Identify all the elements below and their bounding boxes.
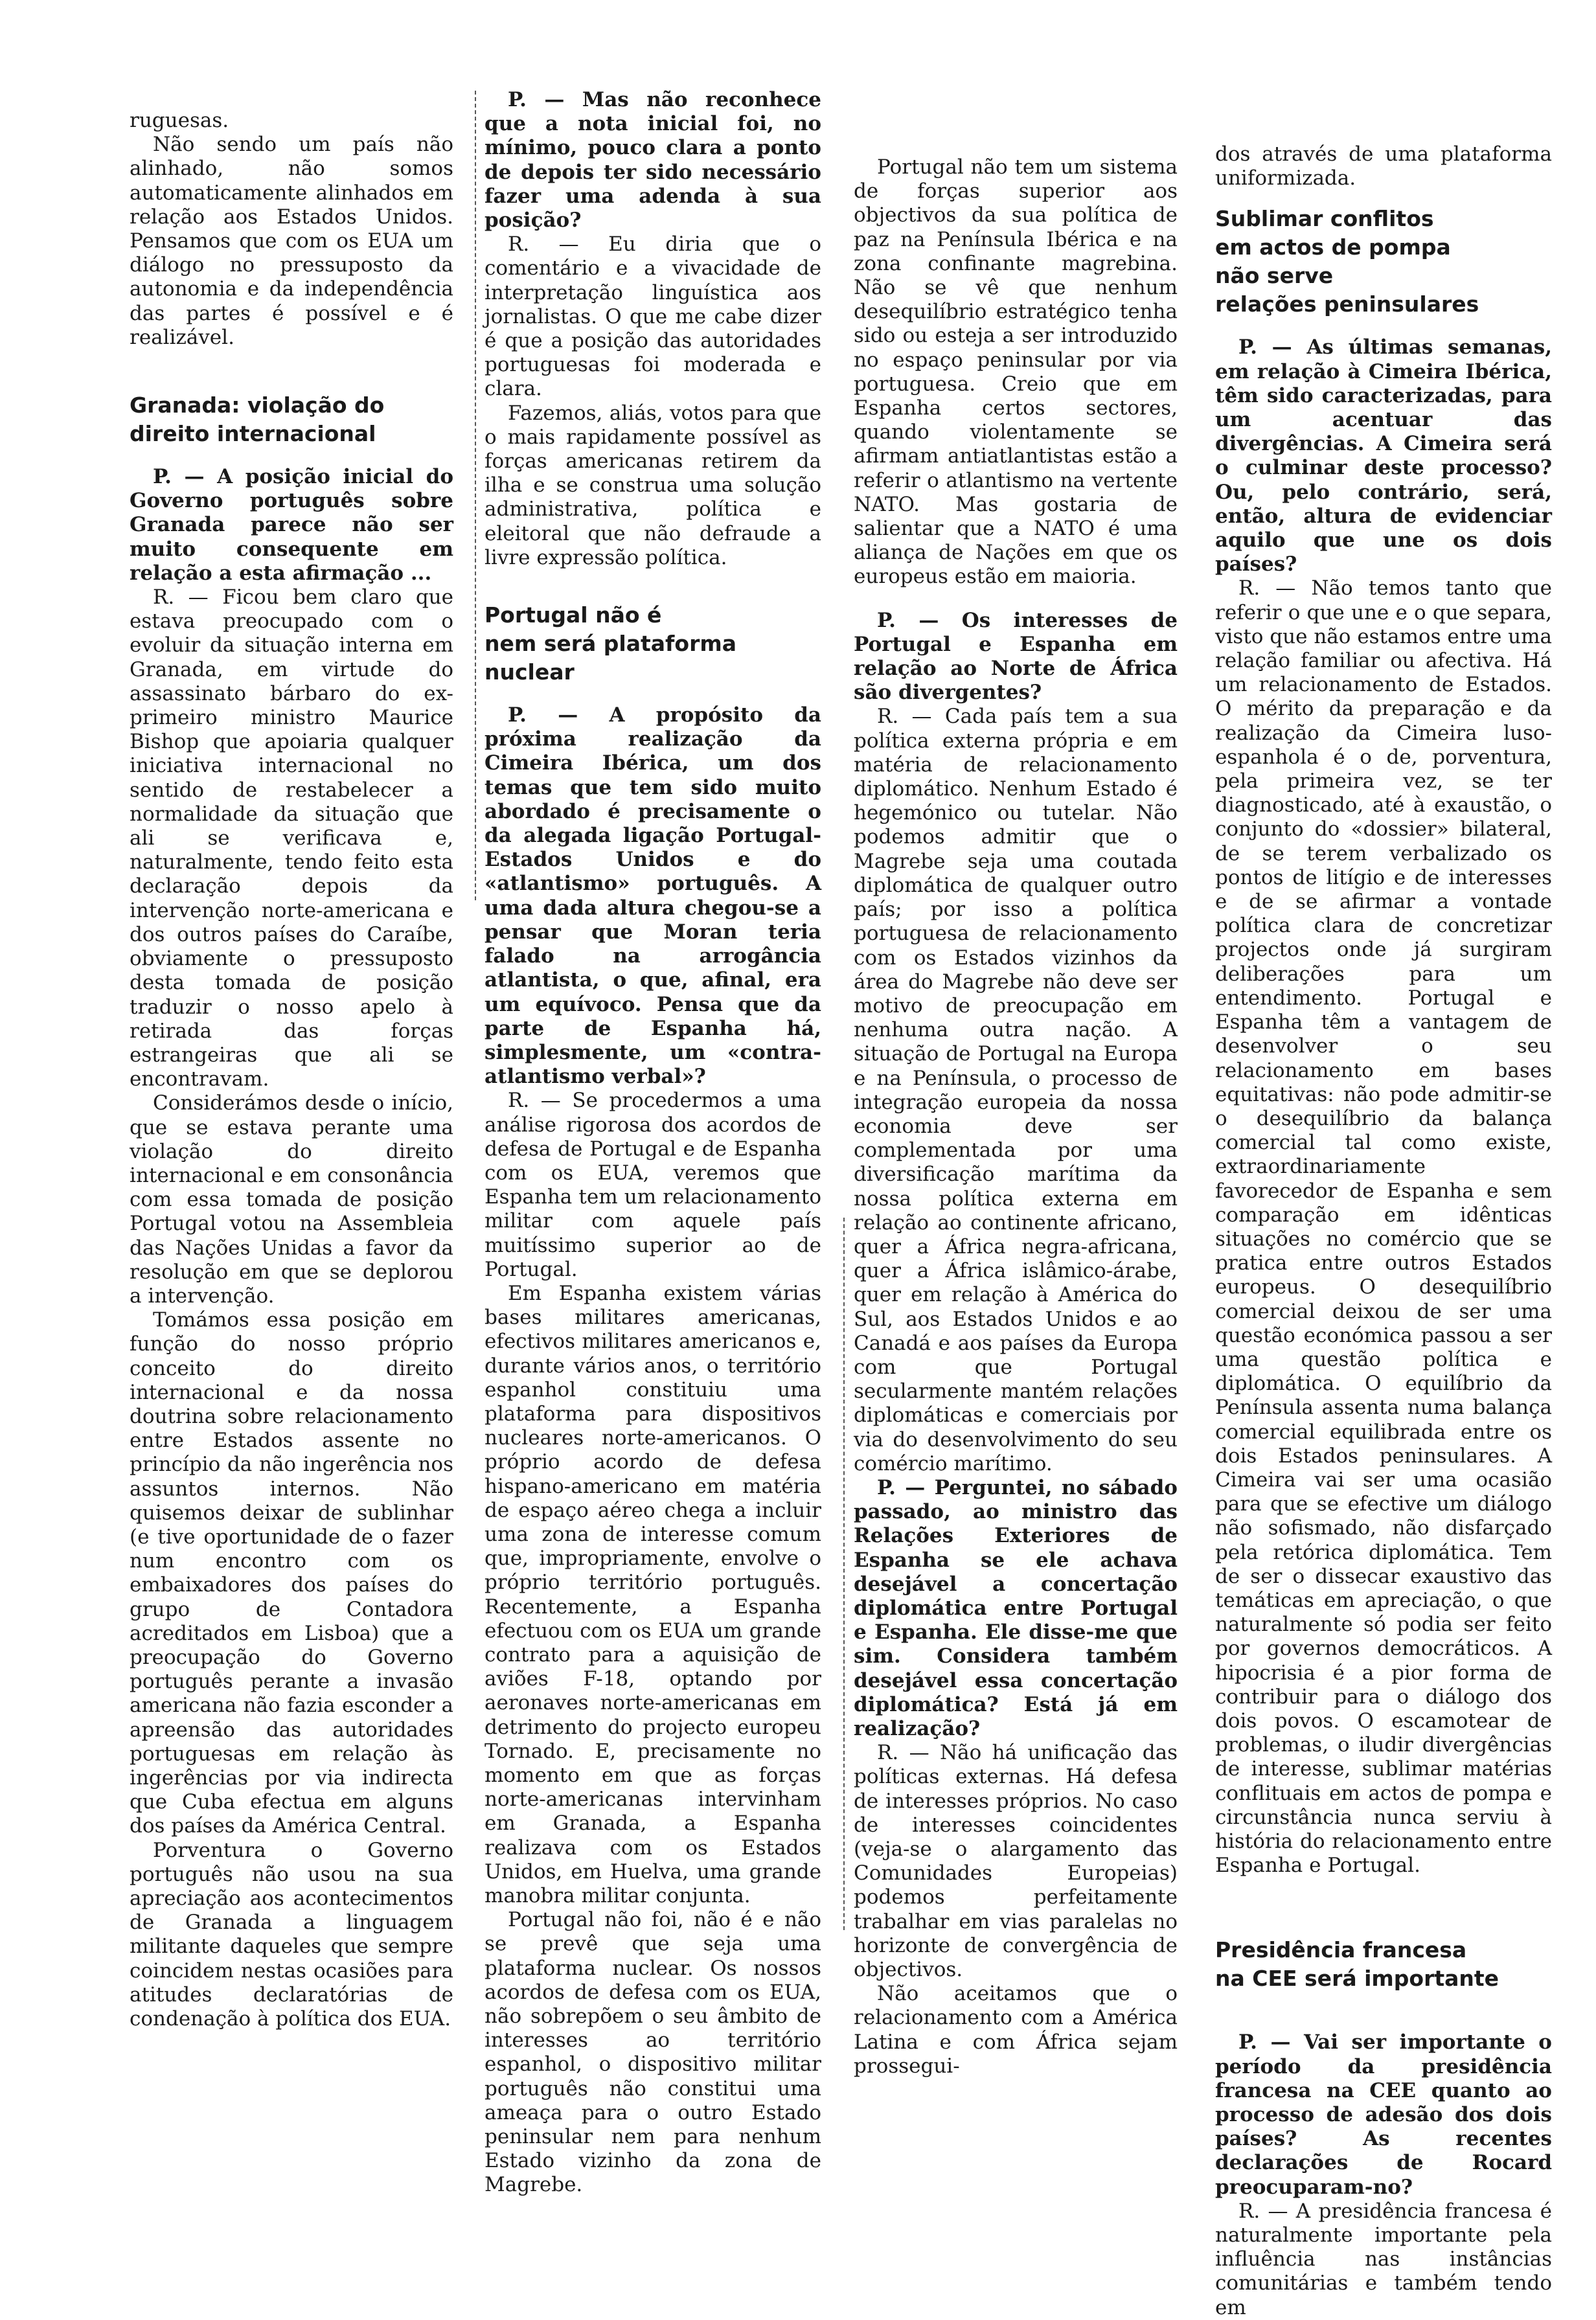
column-1 [130, 109, 453, 2031]
answer-paragraph: Porventura o Governo português não usou na sua apreciação aos acontecimentos de Granada a linguagem militante daqueles que sempre coincidem nestas ocasiões para atitudes declaratórias de condenação à política dos EUA. [130, 1838, 453, 2031]
heading-line: em actos de pompa [1215, 234, 1451, 260]
section-heading-presidencia [1215, 1936, 1552, 1993]
heading-line: Granada: violação do [130, 392, 385, 418]
heading-line: Sublimar conflitos [1215, 206, 1434, 232]
question-paragraph: P. — A propósito da próxima realização da Cimeira Ibérica, um dos temas que tem sido muito abordado é precisamente o da alegada ligação Portugal-Estados Unidos e do «atlantismo» português. A uma dada altura chegou-se a pensar que Moran teria falado na arrogância atlantista, o que, afinal, era um equívoco. Pensa que da parte de Espanha há, simplesmente, um «contra-atlantismo verbal»? [484, 703, 821, 1089]
paragraph: Portugal não tem um sistema de forças superior aos objectivos da sua política de paz na Península Ibérica e na zona confinante magrebina. Não se vê que nenhum desequilíbrio estratégico tenha sido ou esteja a ser introduzido no espaço peninsular por via portuguesa. Creio que em Espanha certos sectores, quando violentamente se afirmam antiatlantistas estão a referir o atlantismo na vertente NATO. Mas gostaria de salientar que a NATO é uma aliança de Nações em que os europeus estão em maioria. [854, 155, 1178, 589]
answer-paragraph: Tomámos essa posição em função do nosso próprio conceito do direito internacional e da nossa doutrina sobre relacionamento entre Estados assente no princípio da não ingerência nos assuntos internos. Não quisemos deixar de sublinhar (e tive oportunidade de o fazer num encontro com os embaixadores dos países do grupo de Contadora acreditados em Lisboa) que a preocupação do Governo português perante a invasão americana não fazia esconder a apreensão das autoridades portuguesas em relação às ingerências por via indirecta que Cuba efectua em alguns dos países da América Central. [130, 1308, 453, 1838]
answer-paragraph: Não aceitamos que o relacionamento com a América Latina e com África sejam prossegui- [854, 1982, 1178, 2078]
column-3 [854, 155, 1178, 2078]
section-heading-nuclear [484, 601, 821, 687]
heading-line: na CEE será importante [1215, 1966, 1499, 1992]
answer-paragraph: Portugal não foi, não é e não se prevê que seja uma plataforma nuclear. Os nossos acordos de defesa com os EUA, não sobrepõem o seu âmbito de interesses ao território espanhol, o dispositivo militar português não constitui uma ameaça para o outro Estado peninsular nem para nenhum Estado vizinho da zona de Magrebe. [484, 1908, 821, 2197]
question-paragraph: P. — Vai ser importante o período da presidência francesa na CEE quanto ao processo de adesão dos dois países? As recentes declarações de Rocard preocuparam-no? [1215, 2030, 1552, 2199]
answer-paragraph: R. — Não há unificação das políticas externas. Há defesa de interesses próprios. No caso de interesses coincidentes (veja-se o alargamento das Comunidades Europeias) podemos perfeitamente trabalhar em vias paralelas no horizonte de convergência de objectivos. [854, 1741, 1178, 1982]
heading-line: nem será plataforma [484, 631, 737, 657]
answer-paragraph: Fazemos, aliás, votos para que o mais rapidamente possível as forças americanas retirem da ilha e se construa uma solução administrativa, política e eleitoral que não defraude a livre expressão política. [484, 401, 821, 569]
answer-paragraph: R. — A presidência francesa é naturalmente importante pela influência nas instâncias comunitárias e também tendo em [1215, 2199, 1552, 2319]
heading-line: não serve [1215, 263, 1334, 289]
heading-line: Portugal não é [484, 602, 662, 628]
answer-paragraph: R. — Eu diria que o comentário e a vivacidade de interpretação linguística aos jornalistas. O que me cabe dizer é que a posição das autoridades portuguesas foi moderada e clara. [484, 233, 821, 401]
answer-paragraph: R. — Ficou bem claro que estava preocupado com o evoluir da situação interna em Granada, em virtude do assassinato bárbaro do ex-primeiro ministro Maurice Bishop que apoiaria qualquer iniciativa internacional no sentido de restabelecer a normalidade da situação que ali se verificava e, naturalmente, tendo feito esta declaração depois da intervenção norte-americana e dos outros países do Caraíbe, obviamente o pressuposto desta tomada de posição traduzir o nosso apelo à retirada das forças estrangeiras que ali se encontravam. [130, 586, 453, 1091]
paragraph: ruguesas. [130, 109, 229, 132]
heading-line: relações peninsulares [1215, 291, 1479, 317]
heading-line: Presidência francesa [1215, 1937, 1467, 1963]
answer-paragraph: R. — Cada país tem a sua política externa própria e em matéria de relacionamento diplomático. Nenhum Estado é hegemónico ou tutelar. Não podemos admitir que o Magrebe seja uma coutada diplomática de qualquer outro país; por isso a política portuguesa de relacionamento com os Estados vizinhos da área do Magrebe não deve ser motivo de preocupação em nenhuma outra nação. A situação de Portugal na Europa e na Península, o processo de integração europeia da nossa economia deve ser complementada por uma diversificação marítima da nossa política externa em relação ao continente africano, quer a África negra-africana, quer a África islâmico-árabe, quer em relação à América do Sul, aos Estados Unidos e ao Canadá e aos países da Europa com que Portugal secularmente mantém relações diplomáticas e comerciais por via do desenvolvimento do seu comércio marítimo. [854, 705, 1178, 1475]
heading-line: direito internacional [130, 421, 376, 447]
question-paragraph: P. — Perguntei, no sábado passado, ao ministro das Relações Exteriores de Espanha se ele achava desejável a concertação diplomática entre Portugal e Espanha. Ele disse-me que sim. Considera também desejável essa concertação diplomática? Está já em realização? [854, 1475, 1178, 1740]
column-2 [484, 88, 821, 2198]
answer-paragraph: Considerámos desde o início, que se estava perante uma violação do direito internacional e em consonância com essa tomada de posição Portugal votou na Assembleia das Nações Unidas a favor da resolução em que se deplorou a intervenção. [130, 1091, 453, 1308]
question-paragraph: P. — A posição inicial do Governo português sobre Granada parece não ser muito consequente em relação a esta afirmação ... [130, 465, 453, 585]
paragraph: dos através de uma plataforma uniformizada. [1215, 142, 1552, 190]
section-heading-granada [130, 391, 453, 448]
answer-paragraph: R. — Não temos tanto que referir o que une e o que separa, visto que não estamos entre uma relação familiar ou afectiva. Há um relacionamento de Estados. O mérito da preparação e da realização da Cimeira luso-espanhola é o de, porventura, pela primeira vez, se ter diagnosticado, até à exaustão, o conjunto do «dossier» bilateral, de se terem verbalizado os pontos de litígio e de interesses e de se afirmar a vontade política clara de concretizar projectos onde já surgiram deliberações para um entendimento. Portugal e Espanha têm a vantagem de desenvolver o seu relacionamento em bases equitativas: não pode admitir-se o desequilíbrio da balança comercial tal como existe, extraordinariamente favorecedor de Espanha e sem comparação em idênticas situações no comércio que se pratica entre outros Estados europeus. O desequilíbrio comercial deixou de ser uma questão económica passou a ser uma questão política e diplomática. O equilíbrio da Península assenta numa balança comercial equilibrada entre os dois Estados peninsulares. A Cimeira vai ser uma ocasião para que se efective um diálogo não sofismado, não disfarçado pela retórica diplomática. Tem de ser o dissecar exaustivo das temáticas em apreciação, o que naturalmente só podia ser feito por governos democráticos. A hipocrisia é a pior forma de contribuir para o diálogo dos dois povos. O escamotear de problemas, o iludir divergências de interesse, sublimar matérias conflituais em actos de pompa e circunstância nunca serviu à história do relacionamento entre Espanha e Portugal. [1215, 576, 1552, 1878]
question-paragraph: P. — As últimas semanas, em relação à Cimeira Ibérica, têm sido caracterizadas, para um acentuar das divergências. A Cimeira será o culminar deste processo? Ou, pelo contrário, será, então, altura de evidenciar aquilo que une os dois países? [1215, 335, 1552, 576]
answer-paragraph: Em Espanha existem várias bases militares americanas, efectivos militares americanos e, durante vários anos, o território espanhol constituiu uma plataforma para dispositivos nucleares norte-americanos. O próprio acordo de defesa hispano-americano em matéria de espaço aéreo chega a incluir uma zona de interesse comum que, impropriamente, envolve o próprio território português. Recentemente, a Espanha efectuou com os EUA um grande contrato para a aquisição de aviões F-18, optando por aeronaves norte-americanas em detrimento do projecto europeu Tornado. E, precisamente no momento em que as forças norte-americanas intervinham em Granada, a Espanha realizava com os Estados Unidos, em Huelva, uma grande manobra militar conjunta. [484, 1281, 821, 1908]
column-rule [843, 1218, 845, 1930]
column-4 [1215, 142, 1552, 2320]
question-paragraph: P. — Os interesses de Portugal e Espanha em relação ao Norte de África são divergentes? [854, 608, 1178, 705]
paragraph: Não sendo um país não alinhado, não somos automaticamente alinhados em relação aos Estados Unidos. Pensamos que com os EUA um diálogo no pressuposto da autonomia e da independência das partes é possível e é realizável. [130, 133, 453, 349]
section-heading-sublimar [1215, 205, 1552, 319]
column-rule [475, 91, 476, 900]
question-paragraph: P. — Mas não reconhece que a nota inicial foi, no mínimo, pouco clara a ponto de depois ter sido necessário fazer uma adenda à sua posição? [484, 88, 821, 233]
answer-paragraph: R. — Se procedermos a uma análise rigorosa dos acordos de defesa de Portugal e de Espanha com os EUA, veremos que Espanha tem um relacionamento militar com aquele país muitíssimo superior ao de Portugal. [484, 1089, 821, 1281]
heading-line: nuclear [484, 659, 575, 685]
